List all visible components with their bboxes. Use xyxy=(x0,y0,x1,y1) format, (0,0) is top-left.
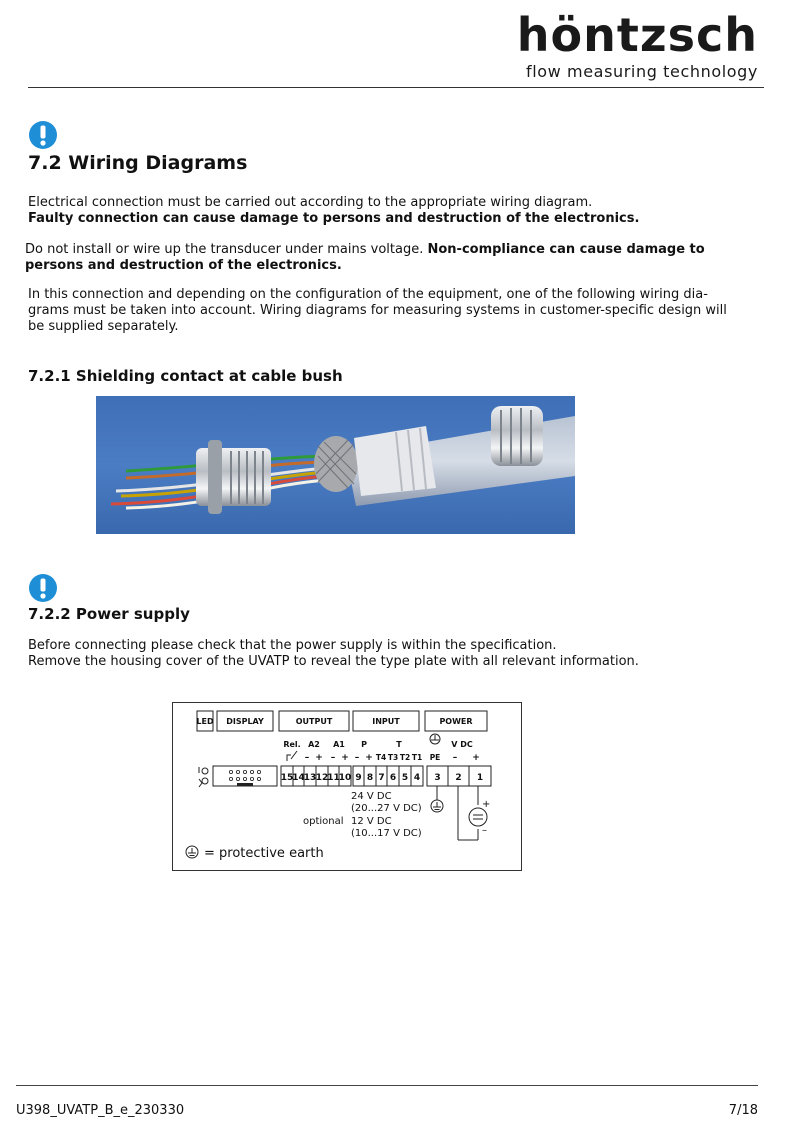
label-t2: T2 xyxy=(399,753,411,762)
paragraph-connection-line: Electrical connection must be carried out according to the appropriate wiring diagram. xyxy=(28,195,593,210)
terminal-3: 3 xyxy=(434,773,441,783)
terminal-10: 10 xyxy=(338,773,352,783)
svg-text:–: – xyxy=(304,753,310,763)
relay-symbol xyxy=(287,751,297,761)
paragraph-connection-warning: Faulty connection can cause damage to persons and destruction of the electronics. xyxy=(28,211,640,226)
terminal-13: 13 xyxy=(303,773,317,783)
terminal-7: 7 xyxy=(378,773,385,783)
document-id: U398_UVATP_B_e_230330 xyxy=(16,1103,185,1118)
label-pe: PE xyxy=(429,753,441,762)
terminal-2: 2 xyxy=(455,773,462,783)
terminal-5: 5 xyxy=(401,773,409,783)
label-t4: T4 xyxy=(375,753,387,762)
svg-text:+: + xyxy=(482,799,491,810)
power-supply-line-1: Before connecting please check that the power supply is within the specification. xyxy=(28,638,557,653)
svg-text:–: – xyxy=(452,753,458,763)
label-a2: A2 xyxy=(308,740,320,749)
svg-text:–: – xyxy=(354,753,360,763)
configuration-line-3: be supplied separately. xyxy=(28,319,179,334)
svg-text:–: – xyxy=(482,825,487,836)
supply-24-label: 24 V DC xyxy=(351,791,392,802)
paragraph-connection xyxy=(28,195,764,227)
supply-12-label: 12 V DC xyxy=(351,816,392,827)
svg-text:+: + xyxy=(341,753,349,763)
paragraph-configuration xyxy=(28,287,764,335)
svg-text:–: – xyxy=(330,753,336,763)
terminal-8: 8 xyxy=(366,773,374,783)
terminal-block xyxy=(281,766,491,786)
supply-24-range: (20...27 V DC) xyxy=(351,803,422,814)
logo-tagline: flow measuring technology xyxy=(526,62,758,81)
label-temperature: T xyxy=(396,740,402,749)
terminal-9: 9 xyxy=(355,773,362,783)
label-vdc: V DC xyxy=(451,740,473,749)
label-pressure: P xyxy=(361,740,367,749)
cable-bush-photo xyxy=(96,396,575,534)
supply-12-range: (10...17 V DC) xyxy=(351,828,422,839)
terminal-11: 11 xyxy=(327,773,340,783)
subsection-heading-shielding: 7.2.1 Shielding contact at cable bush xyxy=(28,367,343,385)
label-t3: T3 xyxy=(387,753,399,762)
svg-text:+: + xyxy=(315,753,323,763)
mains-warning-text: Do not install or wire up the transducer under mains voltage. xyxy=(25,242,428,257)
footer-divider xyxy=(16,1085,758,1086)
wiring-diagram xyxy=(172,702,522,871)
display-connector-pins xyxy=(229,770,260,780)
configuration-line-1: In this connection and depending on the configuration of the equipment, one of the following wiring dia- xyxy=(28,287,708,302)
company-logo xyxy=(517,10,758,81)
terminal-15: 15 xyxy=(280,773,294,783)
group-led: LED xyxy=(196,717,214,726)
wiring-diagram-drawing xyxy=(173,703,521,870)
subsection-heading-power: 7.2.2 Power supply xyxy=(28,605,190,623)
label-t1: T1 xyxy=(411,753,423,762)
terminal-1: 1 xyxy=(476,773,484,783)
terminal-6: 6 xyxy=(389,773,397,783)
configuration-line-2: grams must be taken into account. Wiring diagrams for measuring systems in customer-specific design will xyxy=(28,303,727,318)
svg-text:+: + xyxy=(365,753,373,763)
cable-bush-illustration xyxy=(96,396,575,534)
terminal-14: 14 xyxy=(292,773,305,783)
header-divider xyxy=(28,87,764,88)
label-relay: Rel. xyxy=(283,740,301,749)
group-power: POWER xyxy=(439,717,473,726)
terminal-4: 4 xyxy=(413,773,421,783)
paragraph-mains-warning xyxy=(25,242,764,274)
page-number: 7/18 xyxy=(728,1103,758,1118)
logo-name: höntzsch xyxy=(516,8,758,62)
paragraph-power-supply xyxy=(28,638,764,670)
earth-icon xyxy=(430,734,440,744)
group-output: OUTPUT xyxy=(295,717,333,726)
group-display: DISPLAY xyxy=(226,717,264,726)
group-input: INPUT xyxy=(372,717,400,726)
power-supply-line-2: Remove the housing cover of the UVATP to reveal the type plate with all relevant information. xyxy=(28,654,639,669)
service-port-icon xyxy=(199,767,208,787)
svg-text:+: + xyxy=(472,753,480,763)
label-a1: A1 xyxy=(333,740,345,749)
legend-text: = protective earth xyxy=(204,846,324,861)
legend-earth-icon xyxy=(186,846,198,858)
section-heading: 7.2 Wiring Diagrams xyxy=(28,152,248,174)
optional-label: optional xyxy=(303,816,344,827)
exclamation-notice-icon xyxy=(28,573,58,603)
terminal-12: 12 xyxy=(315,773,329,783)
mains-warning-bold: Non-compliance can cause damage to persons and destruction of the electronics. xyxy=(25,242,705,273)
pe-earth-icon xyxy=(431,800,443,812)
exclamation-notice-icon xyxy=(28,120,58,150)
